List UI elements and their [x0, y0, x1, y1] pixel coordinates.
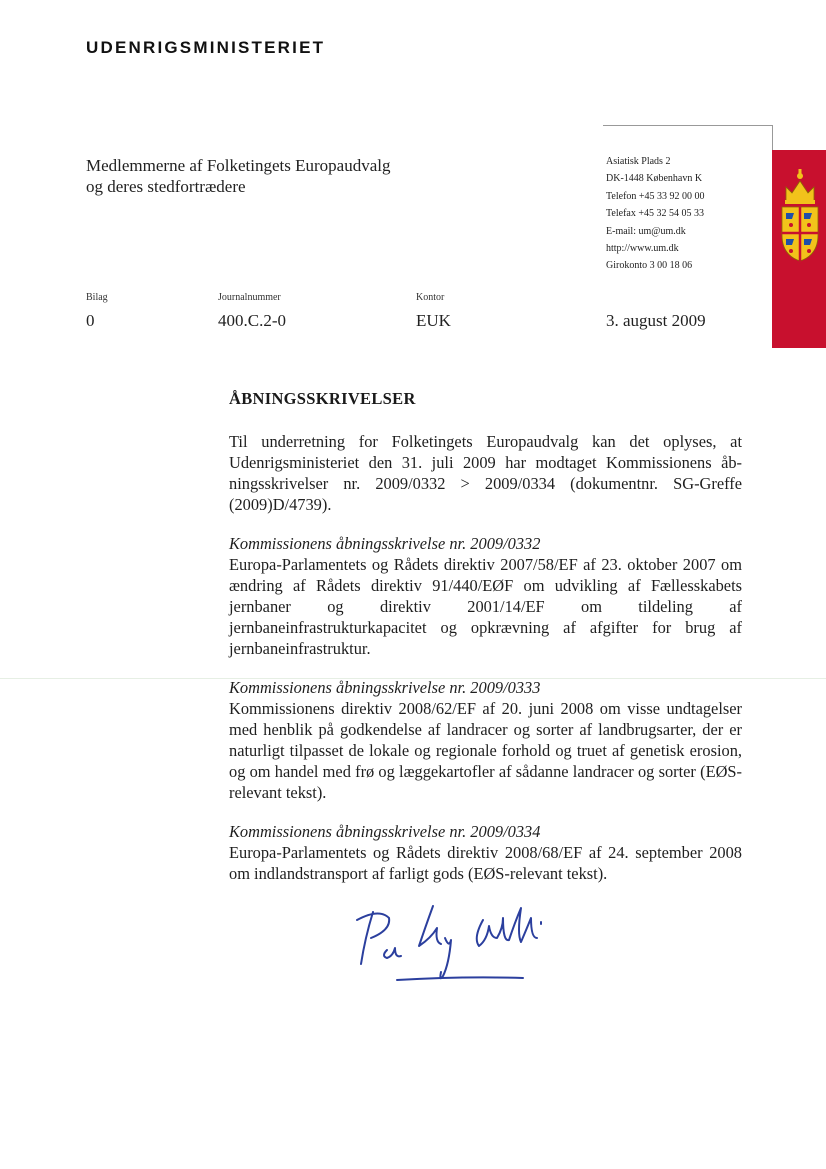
- address-line: DK-1448 København K: [606, 173, 703, 185]
- ministry-name: UDENRIGSMINISTERIET: [86, 38, 326, 57]
- kontor-label: Kontor: [416, 292, 445, 303]
- section-text: Kommissionens direktiv 2008/62/EF af 20. juni 2008 om visse undtagelser med henblik på godkendelse af landracer og sorter af landbrugsarter, der er naturligt tilpasset de lokale og regionale forhold og truet af genetisk erosion, og om handel med frø og læggekartofler af sådanne landracer og sorter (EØS-relevant tekst).: [229, 699, 742, 802]
- address-divider: [603, 125, 773, 126]
- recipient-line-2: og deres stedfortrædere: [86, 177, 246, 196]
- handwritten-signature-icon: [345, 898, 575, 990]
- journal-value: 400.C.2-0: [218, 311, 286, 330]
- letter-date: 3. august 2009: [606, 311, 706, 330]
- intro-paragraph: Til underretning for Folketingets Europaudvalg kan det oplyses, at Udenrigsministeriet den 31. juli 2009 har modtaget Kommissionens åb-ningsskrivelser nr. 2009/0332 > 2009/0334 (dokumentnr. SG-Greffe (2009)D/4739).: [229, 432, 742, 514]
- section-title: Kommissionens åbningsskrivelse nr. 2009/0334: [229, 822, 541, 841]
- royal-crest-icon: [778, 163, 822, 263]
- section-2009-0332: [229, 533, 742, 659]
- bilag-value: 0: [86, 311, 95, 330]
- section-title: Kommissionens åbningsskrivelse nr. 2009/0333: [229, 678, 541, 697]
- section-text: Europa-Parlamentets og Rådets direktiv 2007/58/EF af 23. oktober 2007 om ændring af Rådets direktiv 91/440/EØF om udvikling af Fællesskabets jernbaner og direktiv 2001/14/EF om tildeling af jernbaneinfrastrukturkapacitet og opkrævning af afgifter for brug af jernbaneinfrastruktur.: [229, 555, 742, 658]
- address-block: [606, 153, 705, 275]
- address-line: E-mail: um@um.dk: [606, 225, 686, 237]
- journal-label: Journalnummer: [218, 292, 281, 303]
- section-title: Kommissionens åbningsskrivelse nr. 2009/0332: [229, 534, 541, 553]
- bilag-label: Bilag: [86, 292, 108, 303]
- recipient-line-1: Medlemmerne af Folketingets Europaudvalg: [86, 156, 391, 175]
- address-line: Telefon +45 33 92 00 00: [606, 190, 705, 202]
- kontor-value: EUK: [416, 311, 451, 330]
- recipient-block: [86, 155, 391, 197]
- section-text: Europa-Parlamentets og Rådets direktiv 2008/68/EF af 24. september 2008 om indlandstransport af farligt gods (EØS-relevant tekst).: [229, 843, 742, 883]
- address-line: Asiatisk Plads 2: [606, 156, 671, 167]
- address-line: http://www.um.dk: [606, 243, 679, 255]
- section-2009-0333: [229, 677, 742, 803]
- address-line: Telefax +45 32 54 05 33: [606, 208, 704, 220]
- section-2009-0334: [229, 821, 742, 884]
- letter-heading: ÅBNINGSSKRIVELSER: [229, 389, 416, 408]
- address-line: Girokonto 3 00 18 06: [606, 260, 693, 272]
